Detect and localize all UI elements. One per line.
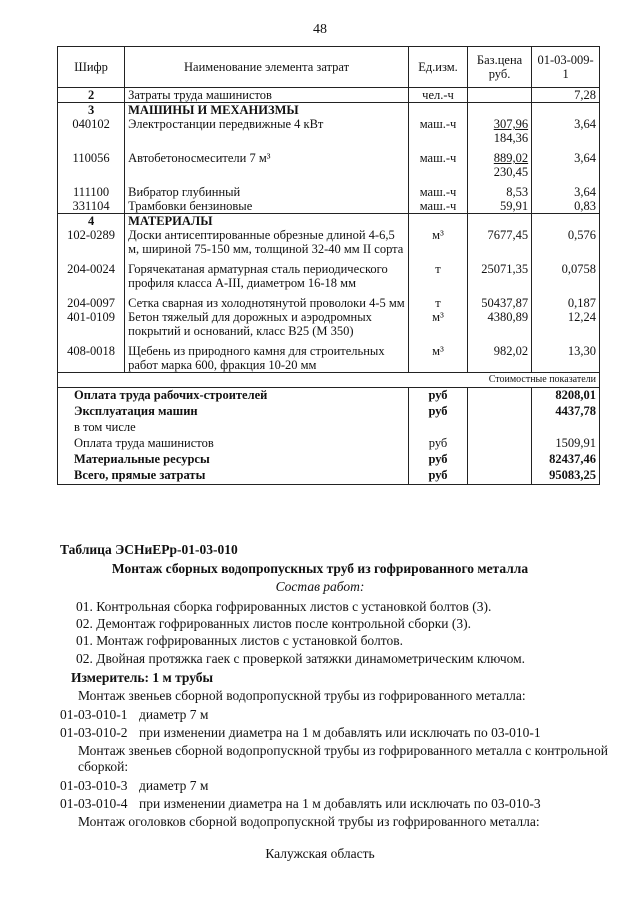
row-norm: 13,30 xyxy=(532,344,600,373)
row-name: Горячекатаная арматурная сталь периодического профиля класса А-III, диаметром 16-18 мм xyxy=(125,262,409,290)
norm-code: 01-03-010-3 xyxy=(60,778,128,793)
row-code: 110056 xyxy=(58,151,125,179)
row-code: 111100 xyxy=(58,185,125,199)
row-unit: м³ xyxy=(409,310,468,338)
row-unit: т xyxy=(409,262,468,290)
row-price: 4380,89 xyxy=(467,310,531,338)
table-header-row xyxy=(58,47,600,88)
section-number: 4 xyxy=(58,214,125,229)
row-norm: 0,0758 xyxy=(532,262,600,290)
row-code: 408-0018 xyxy=(58,344,125,373)
table-row xyxy=(58,151,600,179)
summary-row xyxy=(58,420,600,436)
summary-label: Всего, прямые затраты xyxy=(58,468,409,485)
table-row xyxy=(58,185,600,199)
row-name: Трамбовки бензиновые xyxy=(125,199,409,214)
description: Монтаж оголовков сборной водопропускной трубы из гофрированного металла: xyxy=(78,814,540,829)
row-unit: т xyxy=(409,296,468,310)
row-norm: 3,64 xyxy=(532,185,600,199)
table-row xyxy=(58,199,600,214)
row-code: 102-0289 xyxy=(58,228,125,256)
description: Монтаж звеньев сборной водопропускной трубы из гофрированного металла: xyxy=(78,688,526,703)
row-name: Затраты труда машинистов xyxy=(125,88,409,103)
row-name: Сетка сварная из холоднотянутой проволоки 4-5 мм xyxy=(125,296,409,310)
summary-unit: руб xyxy=(409,404,468,420)
header-code: Шифр xyxy=(58,47,125,88)
row-price xyxy=(467,88,531,103)
description: сборкой: xyxy=(78,759,129,774)
section-title: МАТЕРИАЛЫ xyxy=(125,214,409,229)
row-code: 204-0024 xyxy=(58,262,125,290)
summary-label: в том числе xyxy=(58,420,409,436)
row-price: 982,02 xyxy=(467,344,531,373)
norm-code: 01-03-010-2 xyxy=(60,725,128,740)
header-price: Баз.цена руб. xyxy=(467,47,531,88)
norm-text: диаметр 7 м xyxy=(139,778,209,793)
resource-table xyxy=(57,46,600,485)
header-name: Наименование элемента затрат xyxy=(125,47,409,88)
table-row xyxy=(58,296,600,310)
row-unit: маш.-ч xyxy=(409,117,468,145)
row-price-secondary: 184,36 xyxy=(493,131,529,145)
row-code: 204-0097 xyxy=(58,296,125,310)
section-header-row xyxy=(58,214,600,229)
work-item: 02. Демонтаж гофрированных листов после контрольной сборки (3). xyxy=(76,616,471,631)
row-norm: 12,24 xyxy=(532,310,600,338)
table-row xyxy=(58,88,600,103)
table-row xyxy=(58,310,600,338)
cost-indicators-row xyxy=(58,373,600,388)
row-name: Вибратор глубинный xyxy=(125,185,409,199)
row-name: Бетон тяжелый для дорожных и аэродромных покрытий и оснований, класс В25 (М 350) xyxy=(125,310,409,338)
summary-value: 4437,78 xyxy=(532,404,600,420)
meter-label: Измеритель: 1 м трубы xyxy=(71,670,214,685)
row-unit: маш.-ч xyxy=(409,185,468,199)
table-row xyxy=(58,117,600,145)
work-composition-title: Состав работ: xyxy=(275,579,365,594)
summary-row xyxy=(58,452,600,468)
row-norm: 0,83 xyxy=(532,199,600,214)
row-price: 8,53 xyxy=(467,185,531,199)
summary-value: 82437,46 xyxy=(532,452,600,468)
page-footer: Калужская область xyxy=(265,846,375,861)
row-price: 59,91 xyxy=(467,199,531,214)
summary-row xyxy=(58,436,600,452)
table-row xyxy=(58,228,600,256)
row-unit: м³ xyxy=(409,228,468,256)
row-unit: маш.-ч xyxy=(409,151,468,179)
work-item: 01. Монтаж гофрированных листов с установкой болтов. xyxy=(76,633,403,648)
row-norm: 3,64 xyxy=(532,117,600,145)
summary-value: 8208,01 xyxy=(532,388,600,405)
table-title: Таблица ЭСНиЕРр-01-03-010 xyxy=(60,542,238,557)
section-header-row xyxy=(58,103,600,118)
row-price: 25071,35 xyxy=(467,262,531,290)
row-code: 331104 xyxy=(58,199,125,214)
summary-label: Оплата труда рабочих-строителей xyxy=(58,388,409,405)
table-row xyxy=(58,344,600,373)
row-code: 401-0109 xyxy=(58,310,125,338)
work-item: 02. Двойная протяжка гаек с проверкой затяжки динамометрическим ключом. xyxy=(76,651,526,666)
section-number: 3 xyxy=(58,103,125,118)
page-number: 48 xyxy=(313,22,327,37)
table-subtitle: Монтаж сборных водопропускных труб из гофрированного металла xyxy=(111,561,529,576)
header-unit: Ед.изм. xyxy=(409,47,468,88)
norm-code: 01-03-010-4 xyxy=(60,796,128,811)
row-norm: 0,187 xyxy=(532,296,600,310)
norm-text: при изменении диаметра на 1 м добавлять или исключать по 03-010-1 xyxy=(139,725,541,740)
summary-unit: руб xyxy=(409,452,468,468)
summary-label: Эксплуатация машин xyxy=(58,404,409,420)
summary-unit: руб xyxy=(409,436,468,452)
description: Монтаж звеньев сборной водопропускной трубы из гофрированного металла с контрольной xyxy=(78,743,608,758)
summary-value: 1509,91 xyxy=(532,436,600,452)
row-name: Щебень из природного камня для строительных работ марка 600, фракция 10-20 мм xyxy=(125,344,409,373)
work-item: 01. Контрольная сборка гофрированных листов с установкой болтов (3). xyxy=(76,599,492,614)
row-price: 7677,45 xyxy=(467,228,531,256)
row-unit: м³ xyxy=(409,344,468,373)
norm-text: при изменении диаметра на 1 м добавлять или исключать по 03-010-3 xyxy=(139,796,541,811)
summary-row xyxy=(58,468,600,485)
summary-label: Материальные ресурсы xyxy=(58,452,409,468)
row-norm: 7,28 xyxy=(532,88,600,103)
row-price: 889,02 xyxy=(493,151,529,165)
row-name: Автобетоносмесители 7 м³ xyxy=(125,151,409,179)
row-norm: 0,576 xyxy=(532,228,600,256)
section-title: МАШИНЫ И МЕХАНИЗМЫ xyxy=(125,103,409,118)
row-price: 50437,87 xyxy=(467,296,531,310)
row-code: 040102 xyxy=(58,117,125,145)
row-norm: 3,64 xyxy=(532,151,600,179)
row-unit: чел.-ч xyxy=(409,88,468,103)
summary-label: Оплата труда машинистов xyxy=(58,436,409,452)
summary-row xyxy=(58,388,600,405)
cost-indicators-label: Стоимостные показатели xyxy=(58,373,600,388)
norm-text: диаметр 7 м xyxy=(139,707,209,722)
summary-row xyxy=(58,404,600,420)
table-row xyxy=(58,262,600,290)
row-name: Электростанции передвижные 4 кВт xyxy=(125,117,409,145)
summary-unit: руб xyxy=(409,468,468,485)
row-price: 307,96 xyxy=(493,117,529,131)
row-name: Доски антисептированные обрезные длиной 4-6,5 м, шириной 75-150 мм, толщиной 32-40 мм II сорта xyxy=(125,228,409,256)
section-number: 2 xyxy=(58,88,125,103)
summary-unit: руб xyxy=(409,388,468,405)
header-norm: 01-03-009-1 xyxy=(532,47,600,88)
summary-value: 95083,25 xyxy=(532,468,600,485)
norm-code: 01-03-010-1 xyxy=(60,707,128,722)
row-unit: маш.-ч xyxy=(409,199,468,214)
row-price-secondary: 230,45 xyxy=(493,165,529,179)
